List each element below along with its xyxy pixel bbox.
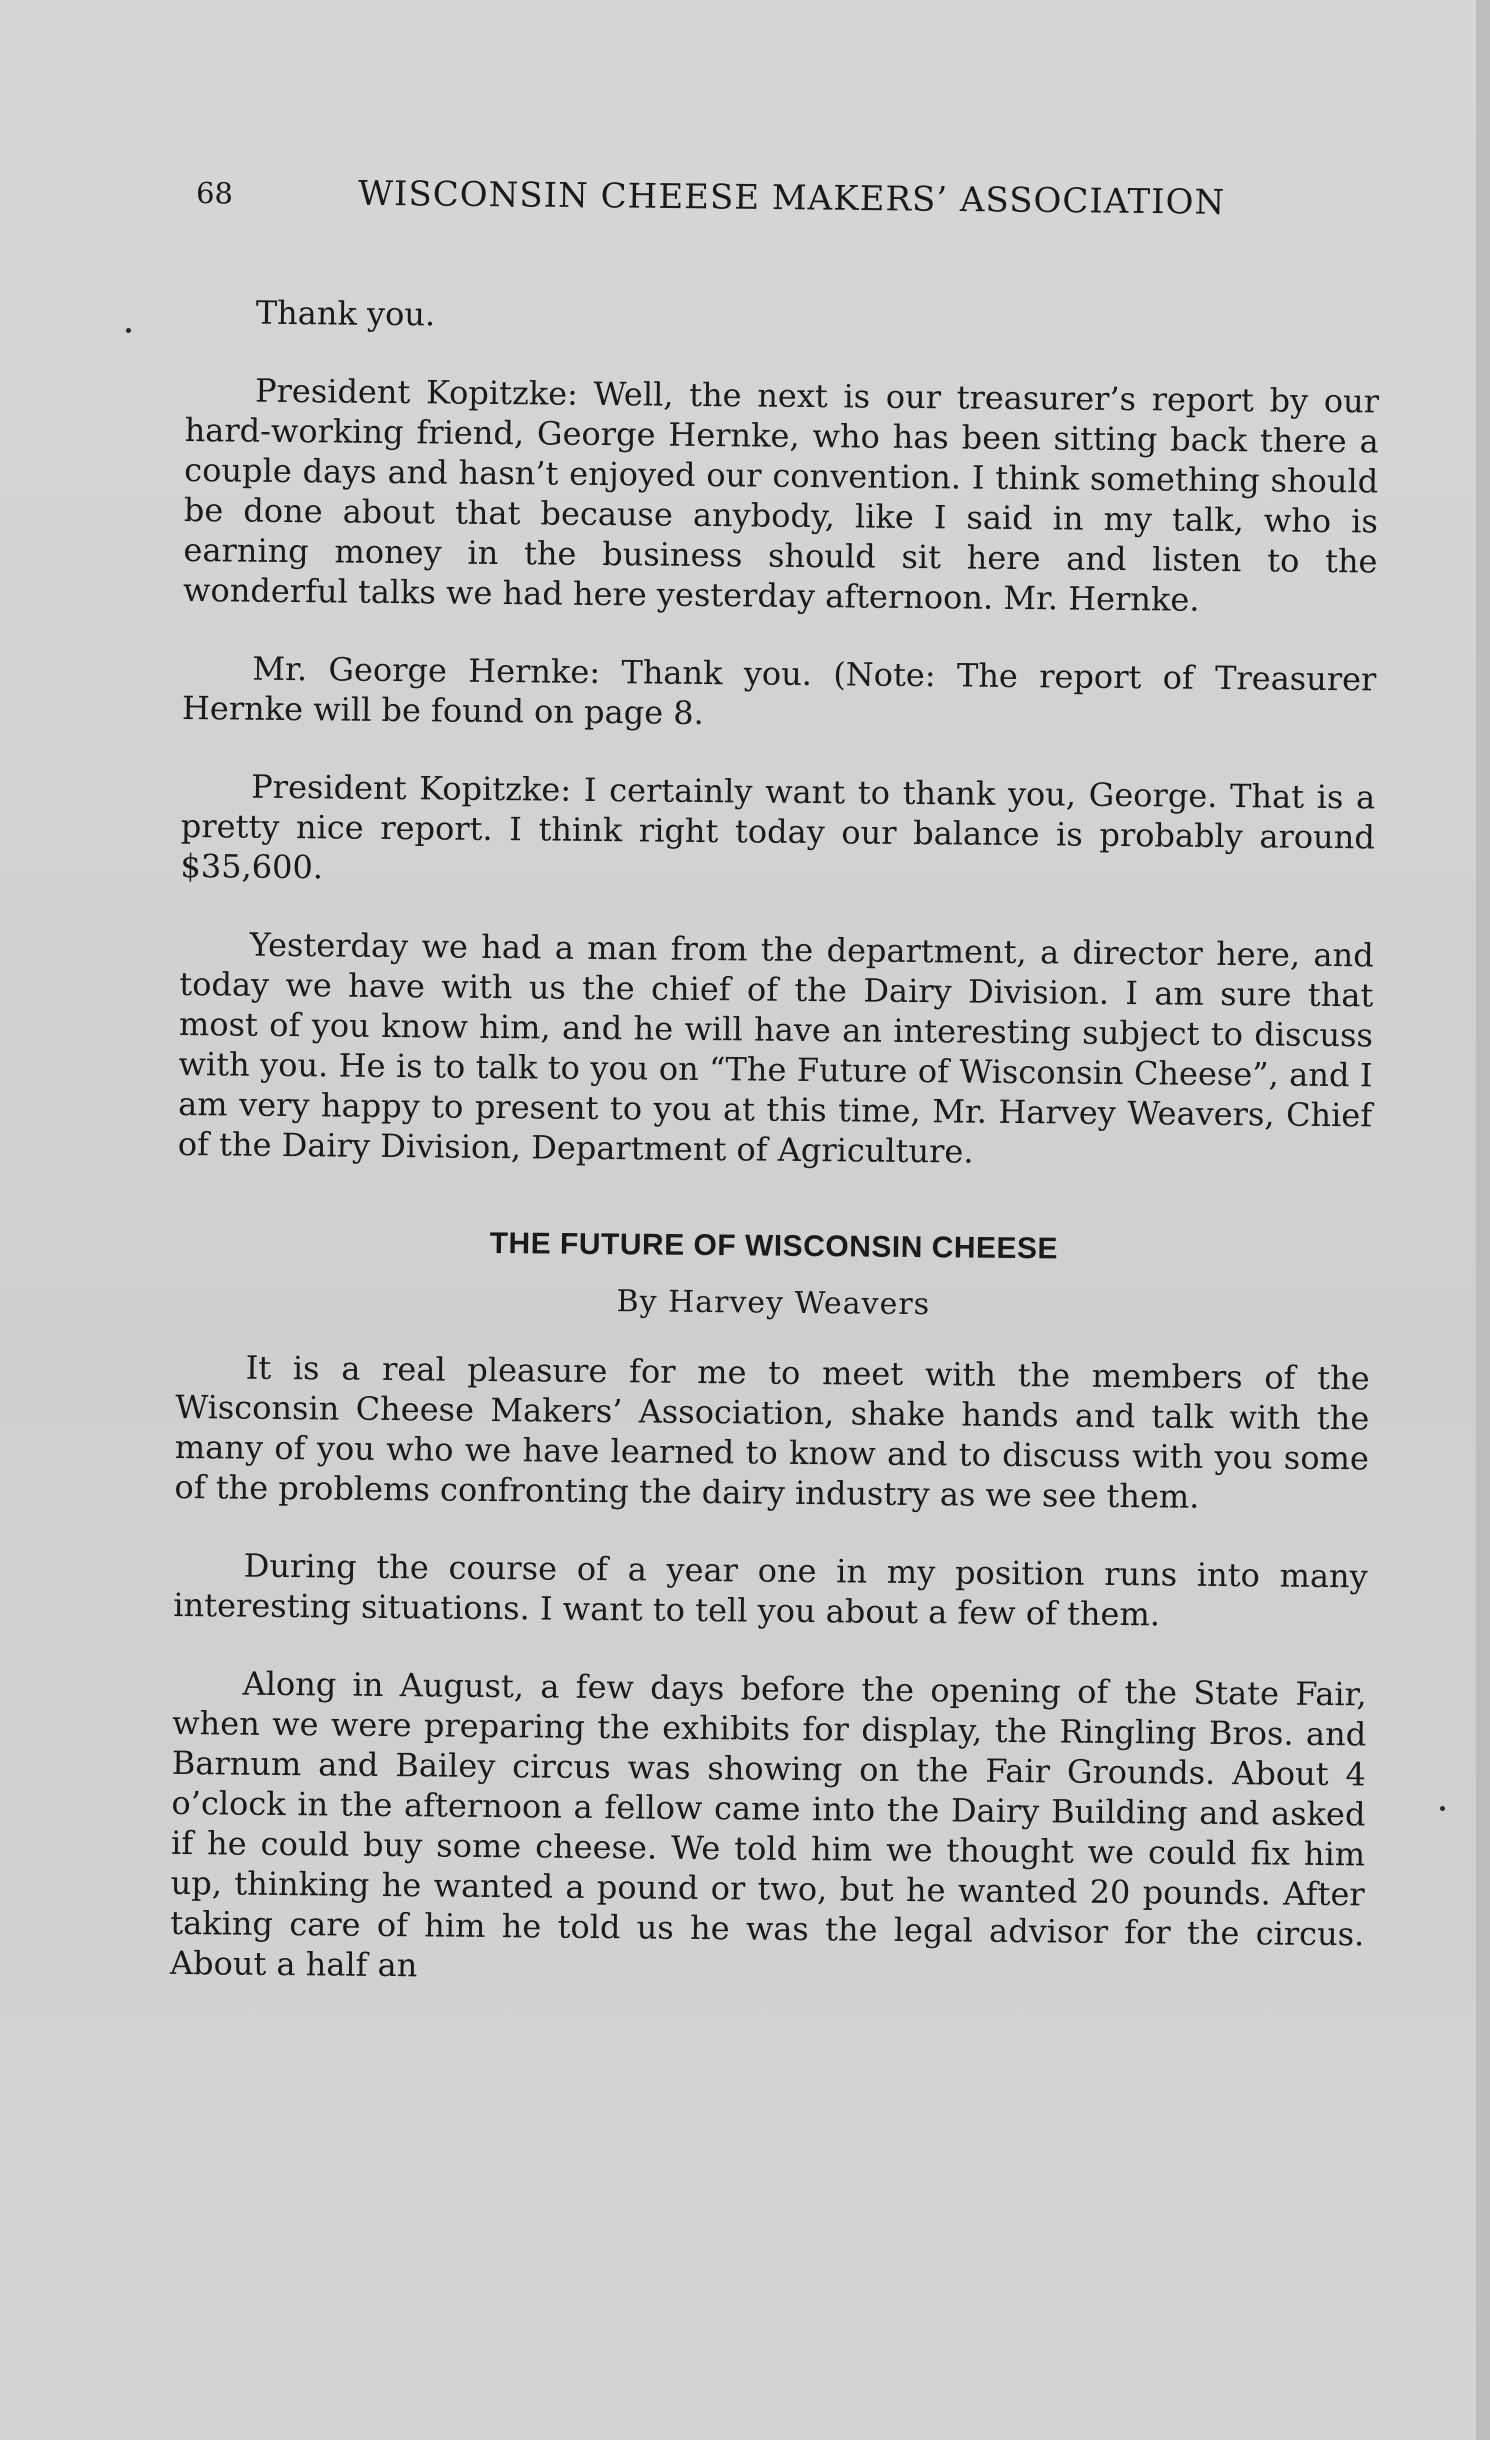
running-head: WISCONSIN CHEESE MAKERS’ ASSOCIATION: [357, 173, 1226, 223]
paragraph-treasurer-intro: President Kopitzke: Well, the next is our treasurer’s report by our hard-working friend, George Hernke, who has been sitting back there a couple days and hasn’t enjoyed our convention. I think something should be done about that because anybody, like I said in my talk, who is earning money in the business should sit here and listen to the wonderful talks we had here yesterday afternoon. Mr. Hernke.: [182, 371, 1380, 619]
paragraph-opening: It is a real pleasure for me to meet with the members of the Wisconsin Cheese Makers’ Association, shake hands and talk with the many of you who we have learned to know and to discuss with you some of the problems confronting the dairy industry as we see them.: [174, 1348, 1370, 1516]
paragraph-thank-you: Thank you.: [255, 293, 436, 334]
article-title: THE FUTURE OF WISCONSIN CHEESE: [489, 1226, 1059, 1266]
article-byline: By Harvey Weavers: [616, 1284, 931, 1323]
paragraph-balance: President Kopitzke: I certainly want to thank you, George. That is a pretty nice report. I think right today our balance is probably around $35,600.: [180, 767, 1376, 887]
page-header: [196, 172, 1247, 239]
page-number: 68: [195, 176, 234, 211]
scan-speck: [126, 328, 131, 333]
scan-speck: [1440, 1806, 1445, 1811]
paragraph-hernke-reply: Mr. George Hernke: Thank you. (Note: The report of Treasurer Hernke will be found on page 8.: [181, 649, 1377, 732]
page-edge-shadow: [1476, 0, 1490, 2440]
page-body: [170, 292, 1380, 1994]
paragraph-situations: During the course of a year one in my position runs into many interesting situations. I want to tell you about a few of them.: [173, 1546, 1368, 1634]
paragraph-speaker-intro: Yesterday we had a man from the department, a director here, and today we have with us the chief of the Dairy Division. I am sure that most of you know him, and he will have an interesting subject to discuss with you. He is to talk to you on “The Future of Wisconsin Cheese”, and I am very happy to present to you at this time, Mr. Harvey Weavers, Chief of the Dairy Division, Department of Agriculture.: [177, 925, 1374, 1171]
paragraph-circus-story: Along in August, a few days before the opening of the State Fair, when we were preparing the exhibits for display, the Ringling Bros. and Barnum and Bailey circus was showing on the Fair Grounds. About 4 o’clock in the afternoon a fellow came into the Dairy Building and asked if he could buy some cheese. We told him we thought we could fix him up, thinking he wanted a pound or two, but he wanted 20 pounds. After taking care of him he told us he was the legal advisor for the circus. About a half an: [169, 1664, 1367, 1985]
